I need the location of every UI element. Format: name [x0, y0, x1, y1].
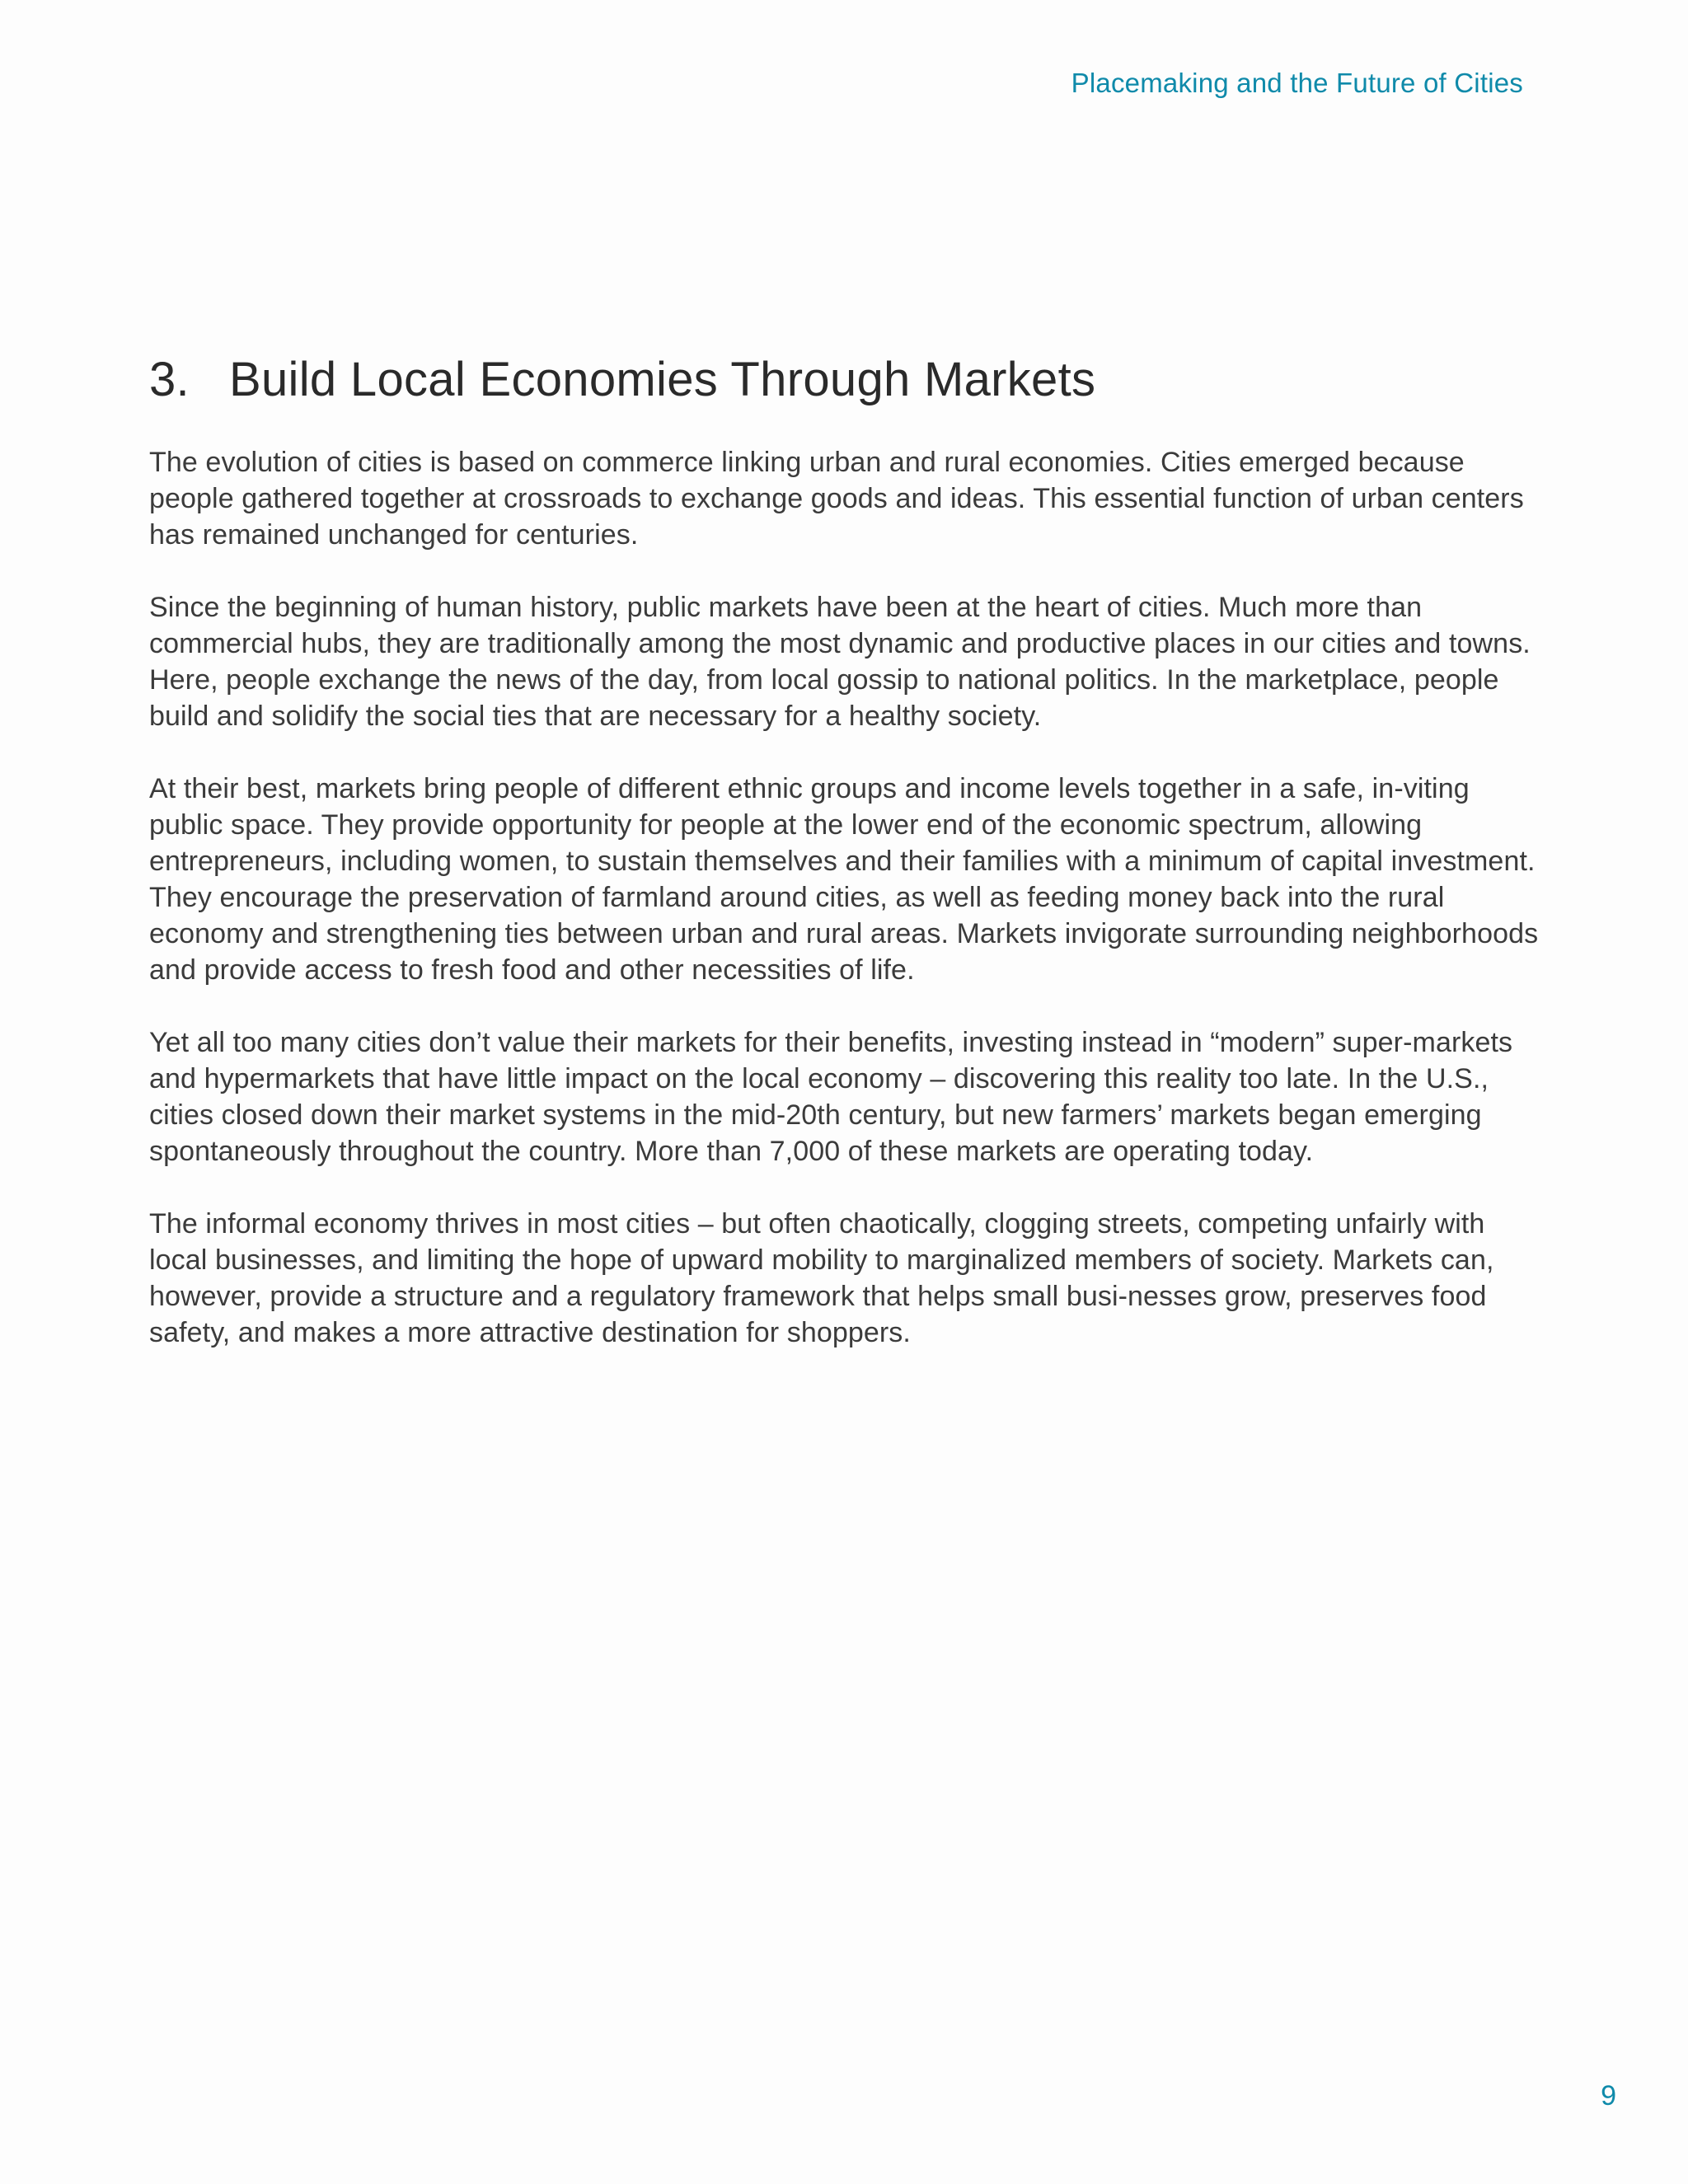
page-number: 9: [1601, 2080, 1616, 2111]
main-content: [149, 350, 1542, 1387]
section-title: Build Local Economies Through Markets: [229, 353, 1096, 406]
body-paragraph-4: Yet all too many cities don’t value their markets for their benefits, investing instead in “modern” super-markets and hypermarkets that have little impact on the local economy – discovering this reality too late. In the U.S., cities closed down their market systems in the mid-20th century, but new farmers’ markets began emerging spontaneously throughout the country. More than 7,000 of these markets are operating today.: [149, 1027, 1513, 1167]
section-number: 3.: [149, 353, 190, 406]
running-header-title: Placemaking and the Future of Cities: [1071, 68, 1523, 98]
body-paragraph-2: Since the beginning of human history, public markets have been at the heart of cities. Much more than commercial hubs, they are traditionally among the most dynamic and productive places in our cities and towns. Here, people exchange the news of the day, from local gossip to national politics. In the marketplace, people build and solidify the social ties that are necessary for a healthy society.: [149, 592, 1531, 732]
body-paragraph-5: The informal economy thrives in most cities – but often chaotically, clogging streets, competing unfairly with local businesses, and limiting the hope of upward mobility to marginalized members of society. Markets can, however, provide a structure and a regulatory framework that helps small busi-nesses grow, preserves food safety, and makes a more attractive destination for shoppers.: [149, 1208, 1494, 1348]
body-paragraph-3: At their best, markets bring people of different ethnic groups and income levels together in a safe, in-viting public space. They provide opportunity for people at the lower end of the economic spectrum, allowing entrepreneurs, including women, to sustain themselves and their families with a minimum of capital investment. They encourage the preservation of farmland around cities, as well as feeding money back into the rural economy and strengthening ties between urban and rural areas. Markets invigorate surrounding neighborhoods and provide access to fresh food and other necessities of life.: [149, 773, 1539, 986]
body-paragraph-1: The evolution of cities is based on commerce linking urban and rural economies. Cities emerged because people gathered together at crossroads to exchange goods and ideas. This essential function of urban centers has remained unchanged for centuries.: [149, 447, 1524, 551]
section-heading: [149, 350, 1542, 410]
